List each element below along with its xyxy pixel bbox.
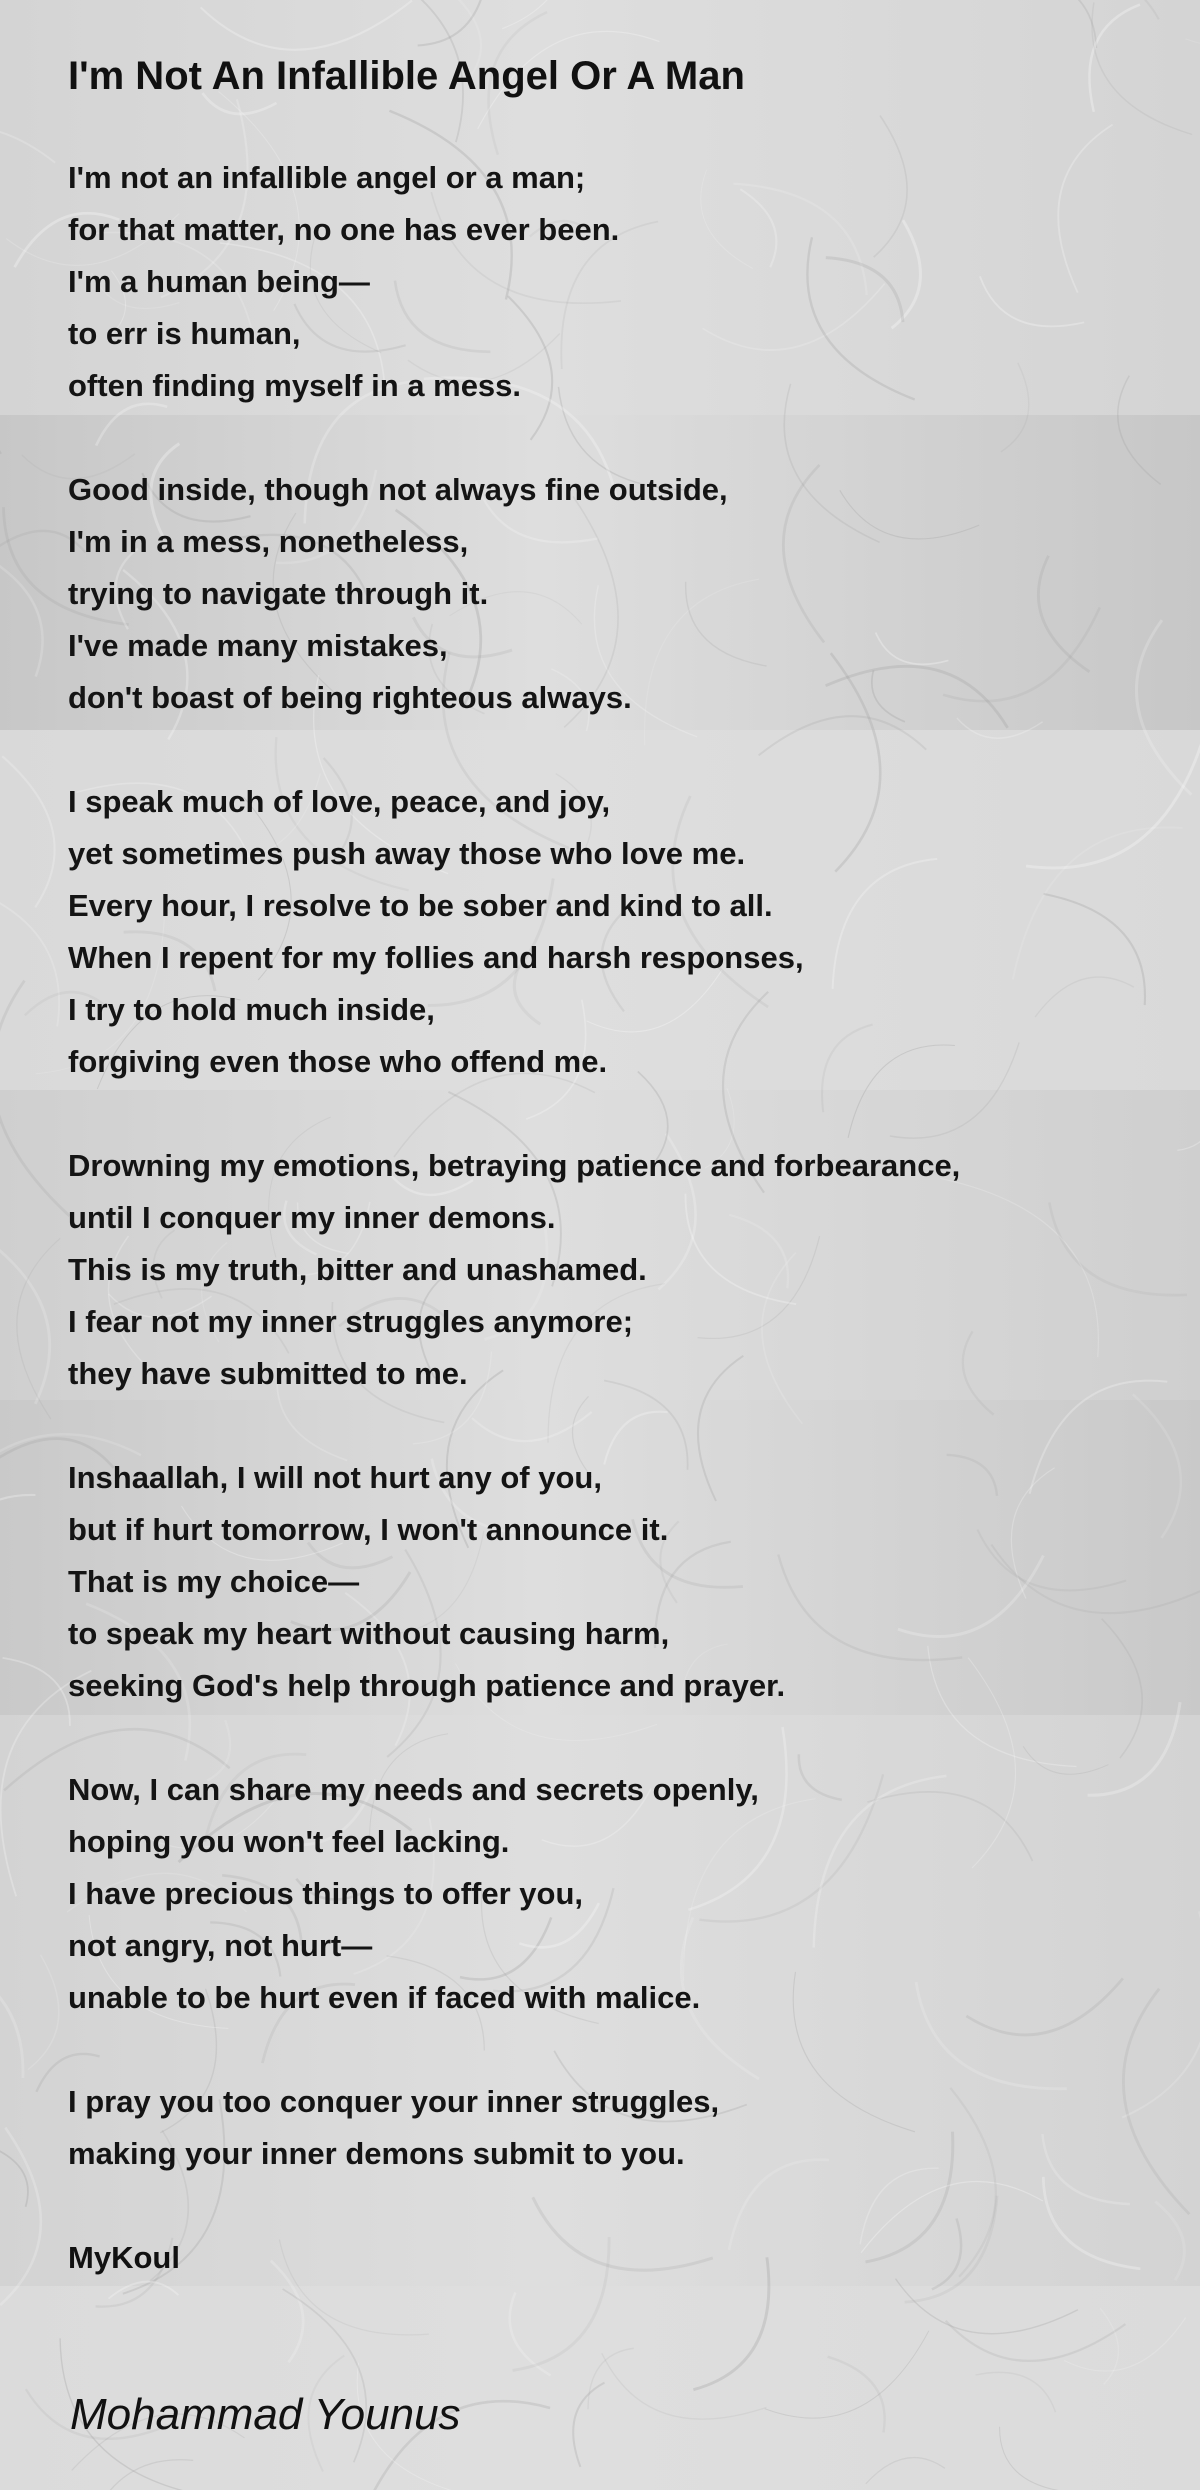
poem-stanza (68, 152, 1148, 412)
poem-line: I've made many mistakes, (68, 628, 448, 663)
poem-line: forgiving even those who offend me. (68, 1044, 608, 1079)
texture-stroke (1000, 2427, 1065, 2490)
poem-line: I speak much of love, peace, and joy, (68, 784, 611, 819)
poem-line: making your inner demons submit to you. (68, 2136, 685, 2171)
poem-line: Drowning my emotions, betraying patience and forbearance, (68, 1148, 961, 1183)
texture-stroke (0, 125, 55, 191)
poem-line: This is my truth, bitter and unashamed. (68, 1252, 647, 1287)
poem-line: That is my choice— (68, 1564, 360, 1599)
poem-line: yet sometimes push away those who love me. (68, 836, 746, 871)
poem-line: I try to hold much inside, (68, 992, 435, 1027)
texture-stroke (1155, 2202, 1184, 2281)
poem-stanza (68, 1764, 1148, 2024)
poem-line: I'm a human being— (68, 264, 370, 299)
poem-line: trying to navigate through it. (68, 576, 489, 611)
texture-stroke (28, 1955, 59, 2070)
texture-stroke (17, 1238, 60, 1419)
texture-stroke (2, 756, 54, 907)
poem-line: I have precious things to offer you, (68, 1876, 584, 1911)
poem-author: Mohammad Younus (70, 2390, 461, 2439)
texture-stroke (976, 2372, 1056, 2412)
poem-line: don't boast of being righteous always. (68, 680, 632, 715)
poem-stanza (68, 776, 1148, 1088)
texture-stroke (502, 0, 573, 29)
poem-line: often finding myself in a mess. (68, 368, 522, 403)
texture-stroke (0, 1946, 23, 2079)
texture-stroke (828, 2357, 885, 2433)
texture-stroke (1100, 2308, 1118, 2384)
texture-stroke (866, 2458, 945, 2484)
poem-body (68, 152, 1148, 2284)
poem-line: I'm not an infallible angel or a man; (68, 160, 586, 195)
poem-line: until I conquer my inner demons. (68, 1200, 556, 1235)
texture-stroke (1010, 0, 1097, 48)
poem-line: I pray you too conquer your inner struggles, (68, 2084, 720, 2119)
poem-line: seeking God's help through patience and prayer. (68, 1668, 786, 1703)
texture-stroke (109, 2282, 179, 2299)
poem-line: Inshaallah, I will not hurt any of you, (68, 1460, 602, 1495)
poem-line: I fear not my inner struggles anymore; (68, 1304, 634, 1339)
poem-title: I'm Not An Infallible Angel Or A Man (68, 54, 745, 98)
texture-stroke (0, 1228, 50, 1403)
texture-stroke (3, 1658, 70, 1726)
poem-stanza (68, 1452, 1148, 1712)
poem-stanza (68, 1140, 1148, 1400)
poem-line: Now, I can share my needs and secrets openly, (68, 1772, 759, 1807)
poem-line: unable to be hurt even if faced with malice. (68, 1980, 701, 2015)
poem-line: When I repent for my follies and harsh responses, (68, 940, 804, 975)
poem-stanza (68, 2076, 1148, 2180)
poem-signature: MyKoul (68, 2240, 180, 2275)
texture-stroke (0, 384, 1, 454)
poem-line: Every hour, I resolve to be sober and kind to all. (68, 888, 773, 923)
poem-stanza (68, 464, 1148, 724)
poem-line: hoping you won't feel lacking. (68, 1824, 510, 1859)
texture-stroke (896, 2279, 1078, 2334)
texture-stroke (80, 2460, 193, 2490)
poem-line: I'm in a mess, nonetheless, (68, 524, 469, 559)
poem-line: Good inside, though not always fine outside, (68, 472, 728, 507)
poem-line: but if hurt tomorrow, I won't announce it. (68, 1512, 669, 1547)
texture-stroke (588, 2348, 634, 2409)
poem-content (68, 52, 1148, 2284)
poem-line: to speak my heart without causing harm, (68, 1616, 670, 1651)
poem-line: for that matter, no one has ever been. (68, 212, 620, 247)
texture-stroke (765, 2331, 929, 2418)
texture-stroke (1177, 1100, 1200, 1150)
poem-line: to err is human, (68, 316, 301, 351)
poem-line: not angry, not hurt— (68, 1928, 373, 1963)
texture-stroke (201, 1, 412, 50)
texture-stroke (0, 1495, 35, 1592)
poem-line: they have submitted to me. (68, 1356, 468, 1391)
texture-stroke (1186, 0, 1200, 46)
